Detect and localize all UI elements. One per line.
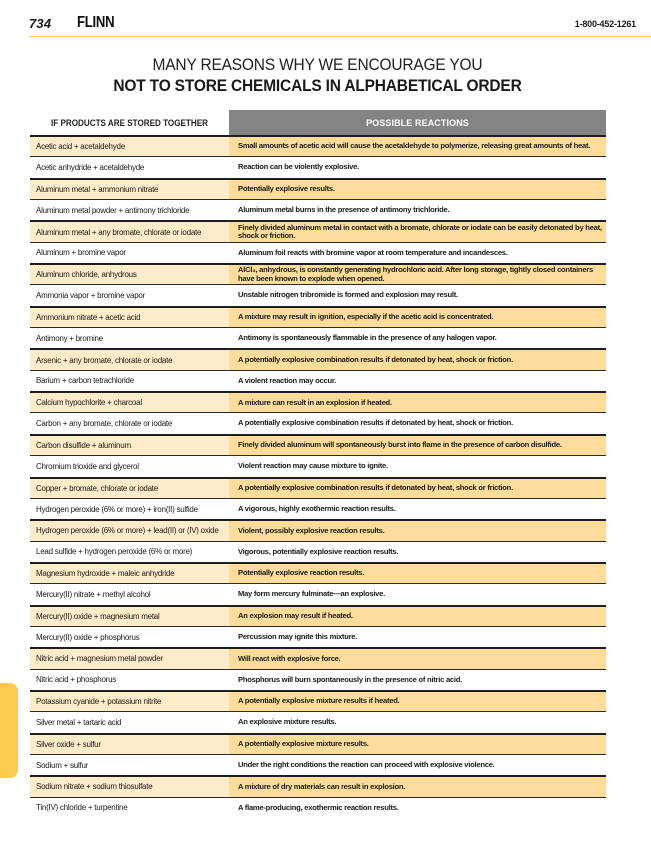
products-cell: Carbon + any bromate, chlorate or iodate — [36, 419, 173, 429]
reaction-cell: A potentially explosive combination results if detonated by heat, shock or friction. — [229, 350, 606, 369]
products-cell: Mercury(II) nitrate + methyl alcohol — [36, 589, 151, 599]
products-cell: Silver oxide + sulfur — [30, 735, 229, 754]
reaction-cell: An explosion may result if heated. — [229, 607, 606, 626]
reaction-cell: Under the right conditions the reaction can proceed with explosive violence. — [238, 759, 495, 769]
reaction-cell: Antimony is spontaneously flammable in the presence of any halogen vapor. — [238, 333, 497, 343]
products-cell: Chromium trioxide and glycerol — [36, 461, 139, 471]
table-row — [30, 690, 606, 711]
table-row — [30, 733, 606, 754]
products-cell: Calcium hypochlorite + charcoal — [30, 393, 229, 412]
products-cell: Lead sulfide + hydrogen peroxide (6% or more) — [36, 547, 193, 557]
reaction-cell: A potentially explosive combination results if detonated by heat, shock or friction. — [229, 479, 606, 498]
table-row — [30, 220, 606, 241]
products-cell: Mercury(II) oxide + phosphorus — [36, 632, 140, 642]
reaction-cell: Small amounts of acetic acid will cause the acetaldehyde to polymerize, releasing great amounts of heat. — [229, 137, 606, 156]
table-row — [30, 647, 606, 668]
products-cell: Carbon disulfide + aluminum — [30, 436, 229, 455]
table-row — [30, 477, 606, 498]
reaction-cell: Percussion may ignite this mixture. — [238, 631, 358, 641]
table-row — [30, 626, 606, 647]
reaction-cell: Violent reaction may cause mixture to ignite. — [238, 461, 388, 471]
products-cell: Aluminum metal + any bromate, chlorate or iodate — [30, 222, 229, 241]
table-row — [30, 327, 606, 348]
reaction-cell: Violent, possibly explosive reaction results. — [229, 521, 606, 540]
products-cell: Acetic anhydride + acetaldehyde — [36, 163, 145, 173]
table-row — [30, 583, 606, 604]
products-cell: Potassium cyanide + potassium nitrite — [30, 692, 229, 711]
reaction-cell: A potentially explosive combination results if detonated by heat, shock or friction. — [238, 418, 513, 428]
reaction-cell: Potentially explosive reaction results. — [229, 564, 606, 583]
column-header-reactions: POSSIBLE REACTIONS — [229, 110, 606, 135]
page-number: 734 — [29, 16, 52, 31]
reaction-cell: Finely divided aluminum will spontaneously burst into flame in the presence of carbon disulfide. — [229, 436, 606, 455]
header-divider — [29, 36, 651, 37]
table-row — [30, 156, 606, 177]
products-cell: Copper + bromate, chlorate or iodate — [30, 479, 229, 498]
table-row — [30, 434, 606, 455]
reaction-cell: Phosphorus will burn spontaneously in the presence of nitric acid. — [238, 674, 463, 684]
products-cell: Nitric acid + phosphorus — [36, 675, 117, 685]
table-row — [30, 135, 606, 156]
products-cell: Ammonia vapor + bromine vapor — [36, 291, 146, 301]
products-cell: Aluminum + bromine vapor — [36, 248, 126, 258]
table-row — [30, 605, 606, 626]
table-row — [30, 455, 606, 476]
table-row — [30, 669, 606, 690]
reaction-cell: Potentially explosive results. — [229, 180, 606, 199]
products-cell: Aluminum metal powder + antimony trichloride — [36, 205, 190, 215]
reaction-cell: A flame-producing, exothermic reaction results. — [238, 802, 399, 812]
table-row — [30, 178, 606, 199]
table-body — [30, 135, 606, 818]
reaction-cell: Will react with explosive force. — [229, 649, 606, 668]
reaction-cell: Finely divided aluminum metal in contact with a bromate, chlorate or iodate can be easily detonated by heat, shock or friction. — [229, 222, 606, 241]
products-cell: Sodium + sulfur — [36, 760, 89, 770]
table-row — [30, 775, 606, 796]
section-tab — [0, 683, 18, 778]
products-cell: Nitric acid + magnesium metal powder — [30, 649, 229, 668]
reaction-cell: A mixture of dry materials can result in explosion. — [229, 777, 606, 796]
reaction-cell: A potentially explosive mixture results if heated. — [229, 692, 606, 711]
reaction-cell: A violent reaction may occur. — [238, 375, 336, 385]
table-row — [30, 498, 606, 519]
table-row — [30, 412, 606, 433]
products-cell: Tin(IV) chloride + turpentine — [36, 803, 128, 813]
table-row — [30, 391, 606, 412]
reaction-cell: An explosive mixture results. — [238, 717, 337, 727]
page-title-line-1: MANY REASONS WHY WE ENCOURAGE YOU — [152, 56, 483, 74]
products-cell: Barium + carbon tetrachloride — [36, 376, 134, 386]
table-row — [30, 306, 606, 327]
products-cell: Aluminum chloride, anhydrous — [30, 265, 229, 284]
table-row — [30, 797, 606, 818]
products-cell: Ammonium nitrate + acetic acid — [30, 308, 229, 327]
brand-logo: FLINN — [77, 14, 115, 31]
table-row — [30, 541, 606, 562]
products-cell: Hydrogen peroxide (6% or more) + iron(II) sulfide — [36, 504, 198, 514]
reaction-cell: Vigorous, potentially explosive reaction results. — [238, 546, 399, 556]
products-cell: Sodium nitrate + sodium thiosulfate — [30, 777, 229, 796]
products-cell: Magnesium hydroxide + maleic anhydride — [30, 564, 229, 583]
reaction-cell: May form mercury fulminate—an explosive. — [238, 589, 385, 599]
products-cell: Acetic acid + acetaldehyde — [30, 137, 229, 156]
table-row — [30, 348, 606, 369]
products-cell: Mercury(II) oxide + magnesium metal — [30, 607, 229, 626]
table-header — [30, 110, 606, 135]
reaction-cell: Aluminum foil reacts with bromine vapor at room temperature and incandesces. — [238, 247, 508, 257]
table-row — [30, 242, 606, 263]
reaction-cell: A potentially explosive mixture results. — [229, 735, 606, 754]
column-header-products: IF PRODUCTS ARE STORED TOGETHER — [51, 117, 208, 128]
products-cell: Hydrogen peroxide (6% or more) + lead(II) or (IV) oxide — [30, 521, 229, 540]
chemical-compatibility-table — [30, 110, 606, 818]
reaction-cell: A mixture may result in ignition, especially if the acetic acid is concentrated. — [229, 308, 606, 327]
reaction-cell: Unstable nitrogen tribromide is formed and explosion may result. — [238, 290, 458, 300]
table-row — [30, 711, 606, 732]
table-row — [30, 199, 606, 220]
table-row — [30, 519, 606, 540]
products-cell: Arsenic + any bromate, chlorate or iodate — [30, 350, 229, 369]
reaction-cell: A mixture can result in an explosion if heated. — [229, 393, 606, 412]
table-row — [30, 754, 606, 775]
products-cell: Antimony + bromine — [36, 333, 103, 343]
reaction-cell: Reaction can be violently explosive. — [238, 162, 359, 172]
table-row — [30, 263, 606, 284]
products-cell: Silver metal + tartaric acid — [36, 717, 122, 727]
table-row — [30, 284, 606, 305]
reaction-cell: AlCl₃, anhydrous, is constantly generating hydrochloric acid. After long storage, tightly closed containers have been known to explode when opened. — [229, 265, 606, 284]
page-title-line-2: NOT TO STORE CHEMICALS IN ALPHABETICAL ORDER — [113, 77, 522, 95]
phone-number: 1-800-452-1261 — [574, 19, 636, 29]
table-row — [30, 370, 606, 391]
table-row — [30, 562, 606, 583]
reaction-cell: Aluminum metal burns in the presence of antimony trichloride. — [238, 205, 450, 214]
products-cell: Aluminum metal + ammonium nitrate — [30, 180, 229, 199]
reaction-cell: A vigorous, highly exothermic reaction results. — [238, 503, 396, 513]
